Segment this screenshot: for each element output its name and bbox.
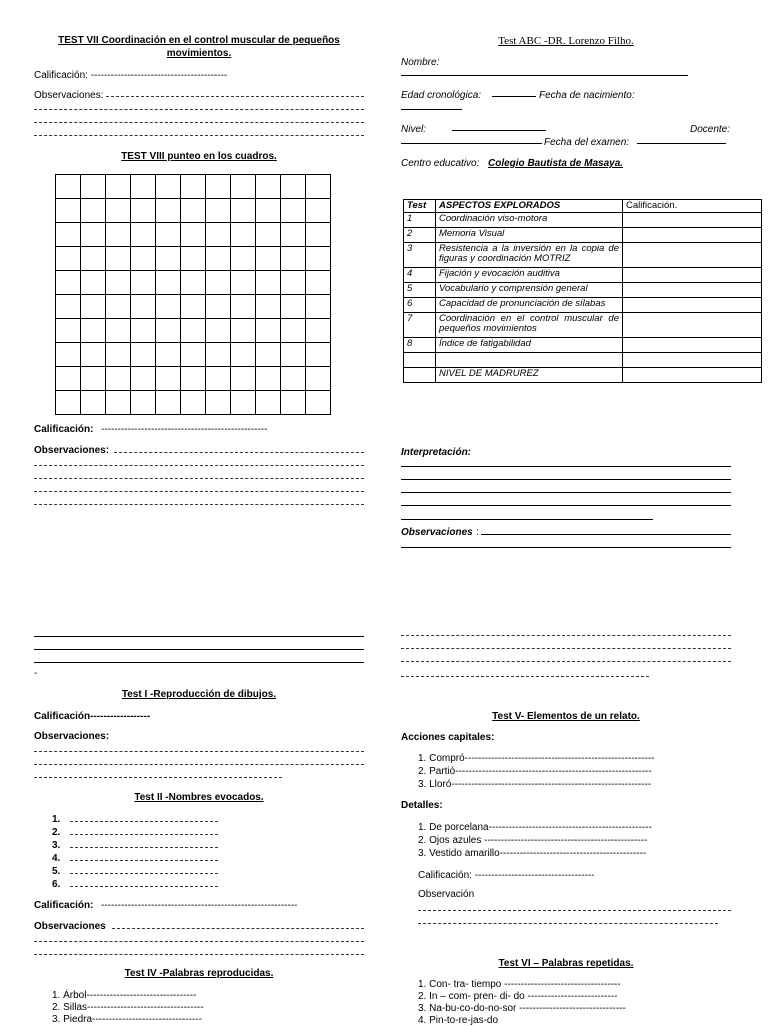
grid-row	[56, 295, 331, 319]
grid-cell	[131, 247, 156, 271]
grid-cell	[256, 295, 281, 319]
obs-line	[106, 96, 364, 97]
test6-item: 4. Pin-to-re-jas-do	[418, 1015, 499, 1026]
grid-cell	[106, 271, 131, 295]
answer-dash	[70, 860, 218, 861]
grid-cell	[156, 271, 181, 295]
obs-line	[418, 923, 718, 924]
grid-cell	[131, 223, 156, 247]
test8-title: TEST VIII punteo en los cuadros.	[121, 151, 277, 162]
grid-cell	[281, 391, 306, 415]
grid-cell	[56, 319, 81, 343]
answer-dash	[70, 847, 218, 848]
grid-cell	[181, 319, 206, 343]
grid-cell	[156, 223, 181, 247]
grid-cell	[181, 295, 206, 319]
fecha-nacimiento-label: Fecha de nacimiento:	[539, 90, 635, 101]
answer-dash	[70, 886, 218, 887]
answer-line	[34, 662, 364, 663]
aspecto-text: NIVEL DE MADRUREZ	[436, 368, 623, 383]
test2-item: 4.	[52, 853, 61, 864]
aspecto-text	[436, 353, 623, 368]
test8-calificacion-dashes: --------------------------------------------------	[101, 424, 268, 435]
test-number: 5	[404, 283, 436, 298]
calificacion-cell[interactable]	[623, 338, 762, 353]
aspecto-text: Vocabulario y comprensión general	[436, 283, 623, 298]
grid-cell	[181, 271, 206, 295]
grid-cell	[106, 247, 131, 271]
obs-line	[34, 941, 364, 942]
grid-cell	[256, 319, 281, 343]
test-number: 6	[404, 298, 436, 313]
interpretacion-line	[401, 519, 653, 520]
nombre-line	[401, 75, 688, 76]
detalle-item: 1. De porcelana-------------------------------------------------	[418, 822, 652, 833]
test2-calificacion-label: Calificación:	[34, 900, 94, 911]
grid-cell	[306, 391, 331, 415]
grid-cell	[181, 223, 206, 247]
grid-cell	[131, 199, 156, 223]
grid-row	[56, 199, 331, 223]
aspectos-row	[404, 213, 762, 228]
grid-cell	[206, 367, 231, 391]
aspectos-row	[404, 313, 762, 338]
grid-cell	[206, 175, 231, 199]
grid-cell	[56, 223, 81, 247]
grid-cell	[81, 367, 106, 391]
grid-cell	[181, 175, 206, 199]
aspectos-header-row	[404, 200, 762, 213]
grid-cell	[156, 295, 181, 319]
detalles-label: Detalles:	[401, 800, 443, 811]
grid-cell	[206, 247, 231, 271]
test2-item: 6.	[52, 879, 61, 890]
grid-cell	[231, 199, 256, 223]
grid-cell	[181, 247, 206, 271]
grid-cell	[131, 343, 156, 367]
grid-cell	[206, 271, 231, 295]
grid-cell	[106, 319, 131, 343]
accion-item: 3. Lloró------------------------------------------------------------	[418, 779, 652, 790]
grid-cell	[181, 343, 206, 367]
calificacion-cell[interactable]	[623, 243, 762, 268]
obs-line	[34, 764, 364, 765]
grid-row	[56, 367, 331, 391]
grid-cell	[256, 271, 281, 295]
grid-cell	[131, 367, 156, 391]
grid-cell	[181, 391, 206, 415]
grid-cell	[281, 295, 306, 319]
grid-row	[56, 223, 331, 247]
fecha-nacimiento-line	[401, 109, 462, 110]
grid-cell	[106, 199, 131, 223]
test2-item: 1.	[52, 814, 61, 825]
test2-observaciones: Observaciones	[34, 921, 106, 932]
grid-cell	[306, 319, 331, 343]
grid-cell	[81, 343, 106, 367]
interpretacion-line	[401, 479, 731, 480]
obs-line	[34, 954, 364, 955]
grid-cell	[131, 175, 156, 199]
nivel-line	[452, 130, 546, 131]
grid-cell	[256, 367, 281, 391]
grid-cell	[156, 247, 181, 271]
header-aspectos: ASPECTOS EXPLORADOS	[436, 200, 623, 213]
docente-line	[637, 143, 726, 144]
grid-cell	[81, 391, 106, 415]
obs-line	[34, 122, 364, 123]
test2-title: Test II -Nombres evocados.	[134, 792, 264, 803]
test7-observaciones: Observaciones:	[34, 90, 104, 101]
grid-cell	[106, 175, 131, 199]
test4-item: 2. Sillas-----------------------------------	[52, 1002, 204, 1013]
answer-dash	[70, 821, 218, 822]
test6-item: 2. In – com- pren- di- do ---------------------------	[418, 991, 618, 1002]
test2-item: 3.	[52, 840, 61, 851]
grid-cell	[81, 319, 106, 343]
test-number	[404, 368, 436, 383]
grid-cell	[231, 367, 256, 391]
grid-row	[56, 175, 331, 199]
grid-cell	[231, 271, 256, 295]
grid-cell	[56, 367, 81, 391]
test-number: 4	[404, 268, 436, 283]
obs-line	[418, 910, 731, 911]
calificacion-cell[interactable]	[623, 313, 762, 338]
grid-cell	[231, 295, 256, 319]
grid-cell	[306, 271, 331, 295]
aspecto-text: Resistencia a la inversión en la copia de figuras y coordinación MOTRIZ	[436, 243, 623, 268]
interpretacion-line	[401, 466, 731, 467]
grid-cell	[306, 175, 331, 199]
grid-cell	[281, 343, 306, 367]
observaciones-line	[481, 534, 731, 535]
test1-observaciones: Observaciones:	[34, 731, 110, 742]
detalle-item: 2. Ojos azules -------------------------------------------------	[418, 835, 648, 846]
grid-cell	[56, 391, 81, 415]
grid-cell	[81, 271, 106, 295]
test4-item: 3. Piedra---------------------------------	[52, 1014, 202, 1025]
grid-cell	[231, 247, 256, 271]
grid-cell	[131, 319, 156, 343]
grid-row	[56, 319, 331, 343]
grid-cell	[281, 199, 306, 223]
answer-line	[34, 649, 364, 650]
grid-cell	[56, 199, 81, 223]
stray-dash: -	[34, 668, 38, 679]
docente-label: Docente:	[690, 124, 731, 135]
aspectos-row	[404, 298, 762, 313]
test5-observacion: Observación	[418, 889, 475, 900]
accion-item: 2. Partió-----------------------------------------------------------	[418, 766, 652, 777]
grid-cell	[281, 319, 306, 343]
grid-cell	[56, 295, 81, 319]
grid-cell	[231, 319, 256, 343]
aspecto-text: Memoria Visual	[436, 228, 623, 243]
answer-dash	[70, 834, 218, 835]
grid-cell	[56, 271, 81, 295]
accion-item: 1. Compró---------------------------------------------------------	[418, 753, 655, 764]
interpretacion-line	[401, 492, 731, 493]
grid-row	[56, 247, 331, 271]
test1-title: Test I -Reproducción de dibujos.	[121, 689, 277, 700]
test-number: 8	[404, 338, 436, 353]
grid-row	[56, 271, 331, 295]
test-number: 1	[404, 213, 436, 228]
grid-cell	[81, 199, 106, 223]
test-number	[404, 353, 436, 368]
test1-calificacion: Calificación------------------	[34, 711, 151, 722]
grid-cell	[56, 247, 81, 271]
grid-cell	[281, 175, 306, 199]
test2-item: 5.	[52, 866, 61, 877]
aspecto-text: Fijación y evocación auditiva	[436, 268, 623, 283]
fecha-examen-line	[401, 143, 542, 144]
calificacion-cell[interactable]	[623, 268, 762, 283]
obs-line	[34, 751, 364, 752]
test4-title: Test IV -Palabras reproducidas.	[124, 968, 274, 979]
test8-observaciones-label: Observaciones:	[34, 445, 110, 456]
grid-cell	[81, 223, 106, 247]
calificacion-cell[interactable]	[623, 368, 762, 383]
aspectos-row	[404, 338, 762, 353]
grid-cell	[106, 367, 131, 391]
obs-line	[114, 452, 364, 453]
answer-line	[34, 636, 364, 637]
grid-cell	[306, 223, 331, 247]
grid-cell	[106, 223, 131, 247]
obs-line	[34, 777, 282, 778]
test6-item: 3. Na-bu-co-do-no-sor --------------------------------	[418, 1003, 626, 1014]
nombre-label: Nombre:	[401, 57, 440, 68]
grid-cell	[231, 343, 256, 367]
grid-cell	[206, 199, 231, 223]
aspectos-row	[404, 243, 762, 268]
interpretacion-line	[401, 505, 731, 506]
test-number: 7	[404, 313, 436, 338]
test7-calificacion: Calificación: -----------------------------------------	[34, 70, 228, 81]
observaciones-colon: :	[476, 527, 479, 538]
aspectos-row	[404, 228, 762, 243]
grid-cell	[206, 391, 231, 415]
aspecto-text: Coordinación en el control muscular de pequeños movimientos	[436, 313, 623, 338]
observaciones-line	[401, 547, 731, 548]
obs-line	[34, 504, 364, 505]
grid-cell	[81, 295, 106, 319]
grid-cell	[306, 367, 331, 391]
grid-cell	[206, 343, 231, 367]
grid-cell	[56, 343, 81, 367]
header-calificacion: Calificación.	[623, 200, 762, 213]
grid-cell	[156, 319, 181, 343]
answer-dash	[70, 873, 218, 874]
test5-calificacion: Calificación: ------------------------------------	[418, 870, 595, 881]
grid-cell	[306, 343, 331, 367]
aspecto-text: Índice de fatigabilidad	[436, 338, 623, 353]
test8-calificacion-label: Calificación:	[34, 424, 94, 435]
grid-cell	[156, 391, 181, 415]
test2-calificacion-dashes: -----------------------------------------------------------	[101, 900, 298, 911]
grid-cell	[81, 247, 106, 271]
grid-cell	[206, 223, 231, 247]
obs-line	[401, 661, 731, 662]
grid-cell	[231, 391, 256, 415]
calificacion-cell[interactable]	[623, 283, 762, 298]
aspectos-table	[403, 199, 762, 383]
grid-cell	[206, 295, 231, 319]
grid-row	[56, 391, 331, 415]
grid-cell	[156, 175, 181, 199]
obs-line	[401, 648, 731, 649]
obs-line	[34, 465, 364, 466]
edad-line	[492, 96, 536, 97]
test7-title-line1: TEST VII Coordinación en el control muscular de pequeños	[58, 35, 340, 46]
fecha-examen-label: Fecha del examen:	[544, 137, 630, 148]
acciones-label: Acciones capitales:	[401, 732, 495, 743]
interpretacion-label: Interpretación:	[401, 447, 472, 458]
centro-value: Colegio Bautista de Masaya.	[488, 158, 624, 169]
calificacion-cell[interactable]	[623, 353, 762, 368]
grid-cell	[281, 247, 306, 271]
grid-cell	[131, 295, 156, 319]
grid-cell	[256, 199, 281, 223]
grid-cell	[106, 391, 131, 415]
grid-cell	[156, 199, 181, 223]
observaciones-label: Observaciones	[401, 527, 473, 538]
grid-cell	[256, 223, 281, 247]
obs-line	[34, 109, 364, 110]
grid-cell	[306, 199, 331, 223]
grid-cell	[131, 271, 156, 295]
calificacion-cell[interactable]	[623, 298, 762, 313]
obs-line	[34, 478, 364, 479]
obs-line	[401, 676, 649, 677]
grid-cell	[206, 319, 231, 343]
obs-line	[34, 135, 364, 136]
test7-title-line2: movimientos.	[166, 48, 232, 59]
grid-cell	[56, 175, 81, 199]
grid-row	[56, 343, 331, 367]
nivel-label: Nivel:	[401, 124, 427, 135]
test-number: 3	[404, 243, 436, 268]
grid-cell	[156, 367, 181, 391]
grid-cell	[281, 271, 306, 295]
grid-cell	[231, 175, 256, 199]
grid-cell	[81, 175, 106, 199]
test4-item: 1. Árbol---------------------------------	[52, 990, 197, 1001]
aspectos-row	[404, 353, 762, 368]
obs-line	[34, 491, 364, 492]
grid-cell	[281, 367, 306, 391]
obs-line	[112, 928, 364, 929]
aspectos-row	[404, 268, 762, 283]
grid-cell	[306, 247, 331, 271]
grid-cell	[156, 343, 181, 367]
grid-cell	[106, 343, 131, 367]
grid-cell	[256, 247, 281, 271]
test5-title: Test V- Elementos de un relato.	[492, 711, 640, 722]
aspectos-row	[404, 368, 762, 383]
header-test: Test	[404, 200, 436, 213]
grid-cell	[256, 391, 281, 415]
grid-cell	[131, 391, 156, 415]
grid-cell	[181, 199, 206, 223]
detalle-item: 3. Vestido amarillo--------------------------------------------	[418, 848, 647, 859]
aspecto-text: Coordinación viso-motora	[436, 213, 623, 228]
test6-item: 1. Con- tra- tiempo -----------------------------------	[418, 979, 621, 990]
aspecto-text: Capacidad de pronunciación de sílabas	[436, 298, 623, 313]
grid-cell	[306, 295, 331, 319]
test-number: 2	[404, 228, 436, 243]
punteo-grid	[55, 174, 331, 415]
grid-cell	[256, 343, 281, 367]
grid-cell	[106, 295, 131, 319]
centro-label: Centro educativo:	[401, 158, 480, 169]
grid-cell	[256, 175, 281, 199]
obs-line	[401, 635, 731, 636]
test2-item: 2.	[52, 827, 61, 838]
grid-cell	[281, 223, 306, 247]
grid-cell	[231, 223, 256, 247]
test6-title: Test VI – Palabras repetidas.	[498, 958, 634, 969]
document-header: Test ABC -DR. Lorenzo Filho.	[498, 35, 634, 47]
aspectos-row	[404, 283, 762, 298]
calificacion-cell[interactable]	[623, 228, 762, 243]
calificacion-cell[interactable]	[623, 213, 762, 228]
grid-cell	[181, 367, 206, 391]
edad-label: Edad cronológica:	[401, 90, 482, 101]
